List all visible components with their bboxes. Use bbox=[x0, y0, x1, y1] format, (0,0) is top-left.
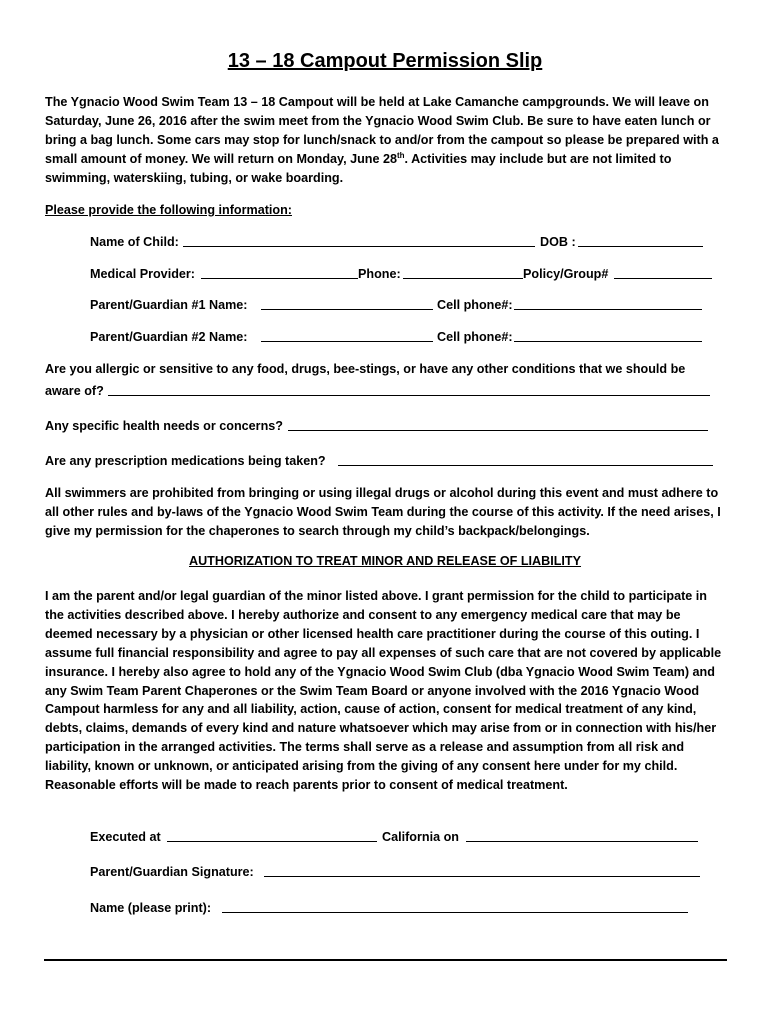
intro-paragraph bbox=[45, 93, 727, 188]
policy-group-label: Policy/Group# bbox=[523, 267, 609, 281]
california-on-label: California on bbox=[382, 830, 459, 844]
intro-superscript: th bbox=[396, 150, 405, 160]
page-title: 13 – 18 Campout Permission Slip bbox=[227, 50, 543, 72]
date-field[interactable] bbox=[466, 829, 698, 842]
intro-text-part1: The Ygnacio Wood Swim Team 13 – 18 Campout will be held at Lake Camanche campgrounds. We will leave on Saturday, June 26, 2016 after the swim meet from the Ygnacio Wood Swim Club. Be sure to have eaten lunch or bring a bag lunch. Some cars may stop for lunch/snack to and/or from the campout so please be prepared with a small amount of money. We will return on Monday, June 28 bbox=[45, 95, 719, 166]
phone-label: Phone: bbox=[358, 267, 401, 281]
executed-at-label: Executed at bbox=[90, 830, 161, 844]
health-needs-question: Any specific health needs or concerns? bbox=[45, 419, 283, 433]
dob-label: DOB : bbox=[540, 235, 576, 249]
allergies-question-line2: aware of? bbox=[45, 384, 104, 398]
bottom-divider bbox=[44, 959, 727, 961]
guardian1-cell-label: Cell phone#: bbox=[437, 298, 513, 312]
intro-text-part2: . Activities may include but are not limited to swimming, waterskiing, tubing, or wake boarding. bbox=[45, 152, 672, 185]
medical-provider-label: Medical Provider: bbox=[90, 267, 195, 281]
policy-group-field[interactable] bbox=[614, 266, 712, 279]
child-name-label: Name of Child: bbox=[90, 235, 179, 249]
guardian1-name-field[interactable] bbox=[261, 297, 433, 310]
child-name-field[interactable] bbox=[183, 234, 535, 247]
medical-provider-field[interactable] bbox=[201, 266, 358, 279]
allergies-field[interactable] bbox=[108, 383, 710, 396]
guardian1-cell-field[interactable] bbox=[514, 297, 702, 310]
guardian2-name-label: Parent/Guardian #2 Name: bbox=[90, 330, 248, 344]
guardian2-name-field[interactable] bbox=[261, 329, 433, 342]
name-print-label: Name (please print): bbox=[90, 901, 212, 915]
guardian2-cell-field[interactable] bbox=[514, 329, 702, 342]
authorization-heading: AUTHORIZATION TO TREAT MINOR AND RELEASE OF LIABILITY bbox=[188, 554, 582, 568]
name-print-field[interactable] bbox=[222, 900, 688, 913]
guardian-signature-label: Parent/Guardian Signature: bbox=[90, 865, 254, 879]
guardian2-cell-label: Cell phone#: bbox=[437, 330, 513, 344]
executed-at-field[interactable] bbox=[167, 829, 377, 842]
phone-field[interactable] bbox=[403, 266, 523, 279]
authorization-paragraph: I am the parent and/or legal guardian of the minor listed above. I grant permission for the child to participate in the activities described above. I hereby authorize and consent to any emergency medical care that may be deemed necessary by a physician or other licensed health care practitioner during the course of this outing. I assume full financial responsibility and agree to pay all expenses of such care that are not covered by applicable insurance. I hereby also agree to hold any of the Ygnacio Wood Swim Club (dba Ygnacio Wood Swim Team) and any Swim Team Parent Chaperones or the Swim Team Board or anyone involved with the 2016 Ygnacio Wood Campout harmless for any and all liability, action, cause of action, consent for medical treatment of any kind, debts, claims, demands of every kind and nature whatsoever which may arise from or in connection with his/her participation in the arranged activities. The terms shall serve as a release and assumption from all risk and liability, known or unknown, or anticipated arising from the giving of any consent here under for my child. Reasonable efforts will be made to reach parents prior to consent of medical treatment. bbox=[45, 589, 722, 793]
dob-field[interactable] bbox=[578, 234, 703, 247]
rules-paragraph: All swimmers are prohibited from bringing or using illegal drugs or alcohol during this event and must adhere to all other rules and by-laws of the Ygnacio Wood Swim Team during the course of this activity. If the need arises, I give my permission for the chaperones to search through my child’s backpack/belongings. bbox=[45, 486, 721, 538]
prescriptions-field[interactable] bbox=[338, 453, 713, 466]
guardian-signature-field[interactable] bbox=[264, 864, 700, 877]
info-heading: Please provide the following information: bbox=[45, 203, 292, 217]
health-needs-field[interactable] bbox=[288, 418, 708, 431]
guardian1-name-label: Parent/Guardian #1 Name: bbox=[90, 298, 248, 312]
prescriptions-question: Are any prescription medications being taken? bbox=[45, 454, 326, 468]
allergies-question-line1: Are you allergic or sensitive to any food, drugs, bee-stings, or have any other conditions that we should be bbox=[45, 362, 686, 376]
